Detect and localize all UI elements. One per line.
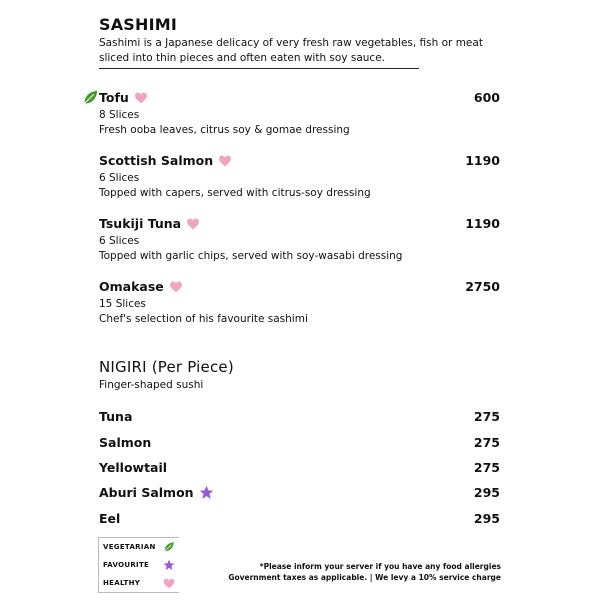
item-price: 1190: [465, 216, 500, 231]
legend: [98, 537, 179, 593]
item-name: Eel: [99, 511, 121, 526]
item-details: [99, 171, 371, 201]
item-detail: Chef's selection of his favourite sashimi: [99, 313, 308, 325]
item-name: Tsukiji Tuna: [99, 216, 182, 231]
item-price: 275: [473, 409, 500, 424]
item-slices: 6 Slices: [99, 172, 140, 184]
legend-label: FAVOURITE: [103, 561, 150, 569]
sashimi-description: [99, 36, 483, 66]
item-details: [99, 297, 308, 327]
item-slices: 15 Slices: [99, 298, 146, 310]
legend-label: HEALTHY: [103, 579, 141, 587]
item-price: 275: [473, 460, 500, 475]
list-item-aburi-salmon: [99, 485, 214, 500]
heart-icon: [134, 92, 148, 104]
item-name: Yellowtail: [99, 460, 168, 475]
list-item-scottish-salmon: [99, 153, 232, 168]
heart-icon: [163, 578, 175, 589]
item-name: Scottish Salmon: [99, 153, 214, 168]
item-slices: 8 Slices: [99, 109, 140, 121]
nigiri-title: NIGIRI (Per Piece): [99, 358, 234, 376]
leaf-icon: [82, 89, 99, 110]
list-item-yellowtail: [99, 460, 167, 475]
sashimi-description-line1: Sashimi is a Japanese delicacy of very fresh raw vegetables, fish or meat: [99, 37, 483, 49]
list-item-tsukiji-tuna: [99, 216, 200, 231]
item-price: 275: [473, 435, 500, 450]
item-price: 2750: [465, 279, 500, 294]
legend-healthy: [99, 574, 179, 592]
sashimi-description-line2: sliced into thin pieces and often eaten with soy sauce.: [99, 52, 386, 64]
item-name: Salmon: [99, 435, 152, 450]
item-details: [99, 234, 402, 264]
item-price: 295: [473, 511, 500, 526]
legend-vegetarian: [99, 538, 179, 556]
item-price: 600: [473, 90, 500, 105]
list-item-tuna: [99, 409, 132, 424]
item-name: Tofu: [99, 90, 129, 105]
item-detail: Topped with garlic chips, served with soy-wasabi dressing: [99, 250, 403, 262]
heart-icon: [218, 155, 232, 167]
list-item-tofu: [99, 90, 148, 105]
item-detail: Topped with capers, served with citrus-soy dressing: [99, 187, 371, 199]
sashimi-title: SASHIMI: [99, 15, 178, 34]
heart-icon: [169, 281, 183, 293]
list-item-omakase: [99, 279, 183, 294]
footnote: [201, 561, 501, 583]
legend-label: VEGETARIAN: [103, 543, 156, 551]
list-item-eel: [99, 511, 120, 526]
nigiri-description: Finger-shaped sushi: [99, 379, 204, 391]
star-icon: [199, 485, 214, 500]
item-name: Omakase: [99, 279, 164, 294]
item-detail: Fresh ooba leaves, citrus soy & gomae dressing: [99, 124, 350, 136]
item-price: 1190: [465, 153, 500, 168]
allergy-note: *Please inform your server if you have any food allergies: [259, 562, 501, 571]
sashimi-divider: [99, 68, 419, 69]
item-slices: 6 Slices: [99, 235, 140, 247]
item-details: [99, 108, 350, 138]
item-name: Tuna: [99, 409, 133, 424]
star-icon: [163, 559, 175, 571]
list-item-salmon: [99, 435, 151, 450]
tax-note: Government taxes as applicable. | We levy a 10% service charge: [228, 573, 501, 582]
heart-icon: [186, 218, 200, 230]
legend-favourite: [99, 556, 179, 574]
item-name: Aburi Salmon: [99, 485, 194, 500]
leaf-icon: [163, 541, 175, 553]
item-price: 295: [473, 485, 500, 500]
